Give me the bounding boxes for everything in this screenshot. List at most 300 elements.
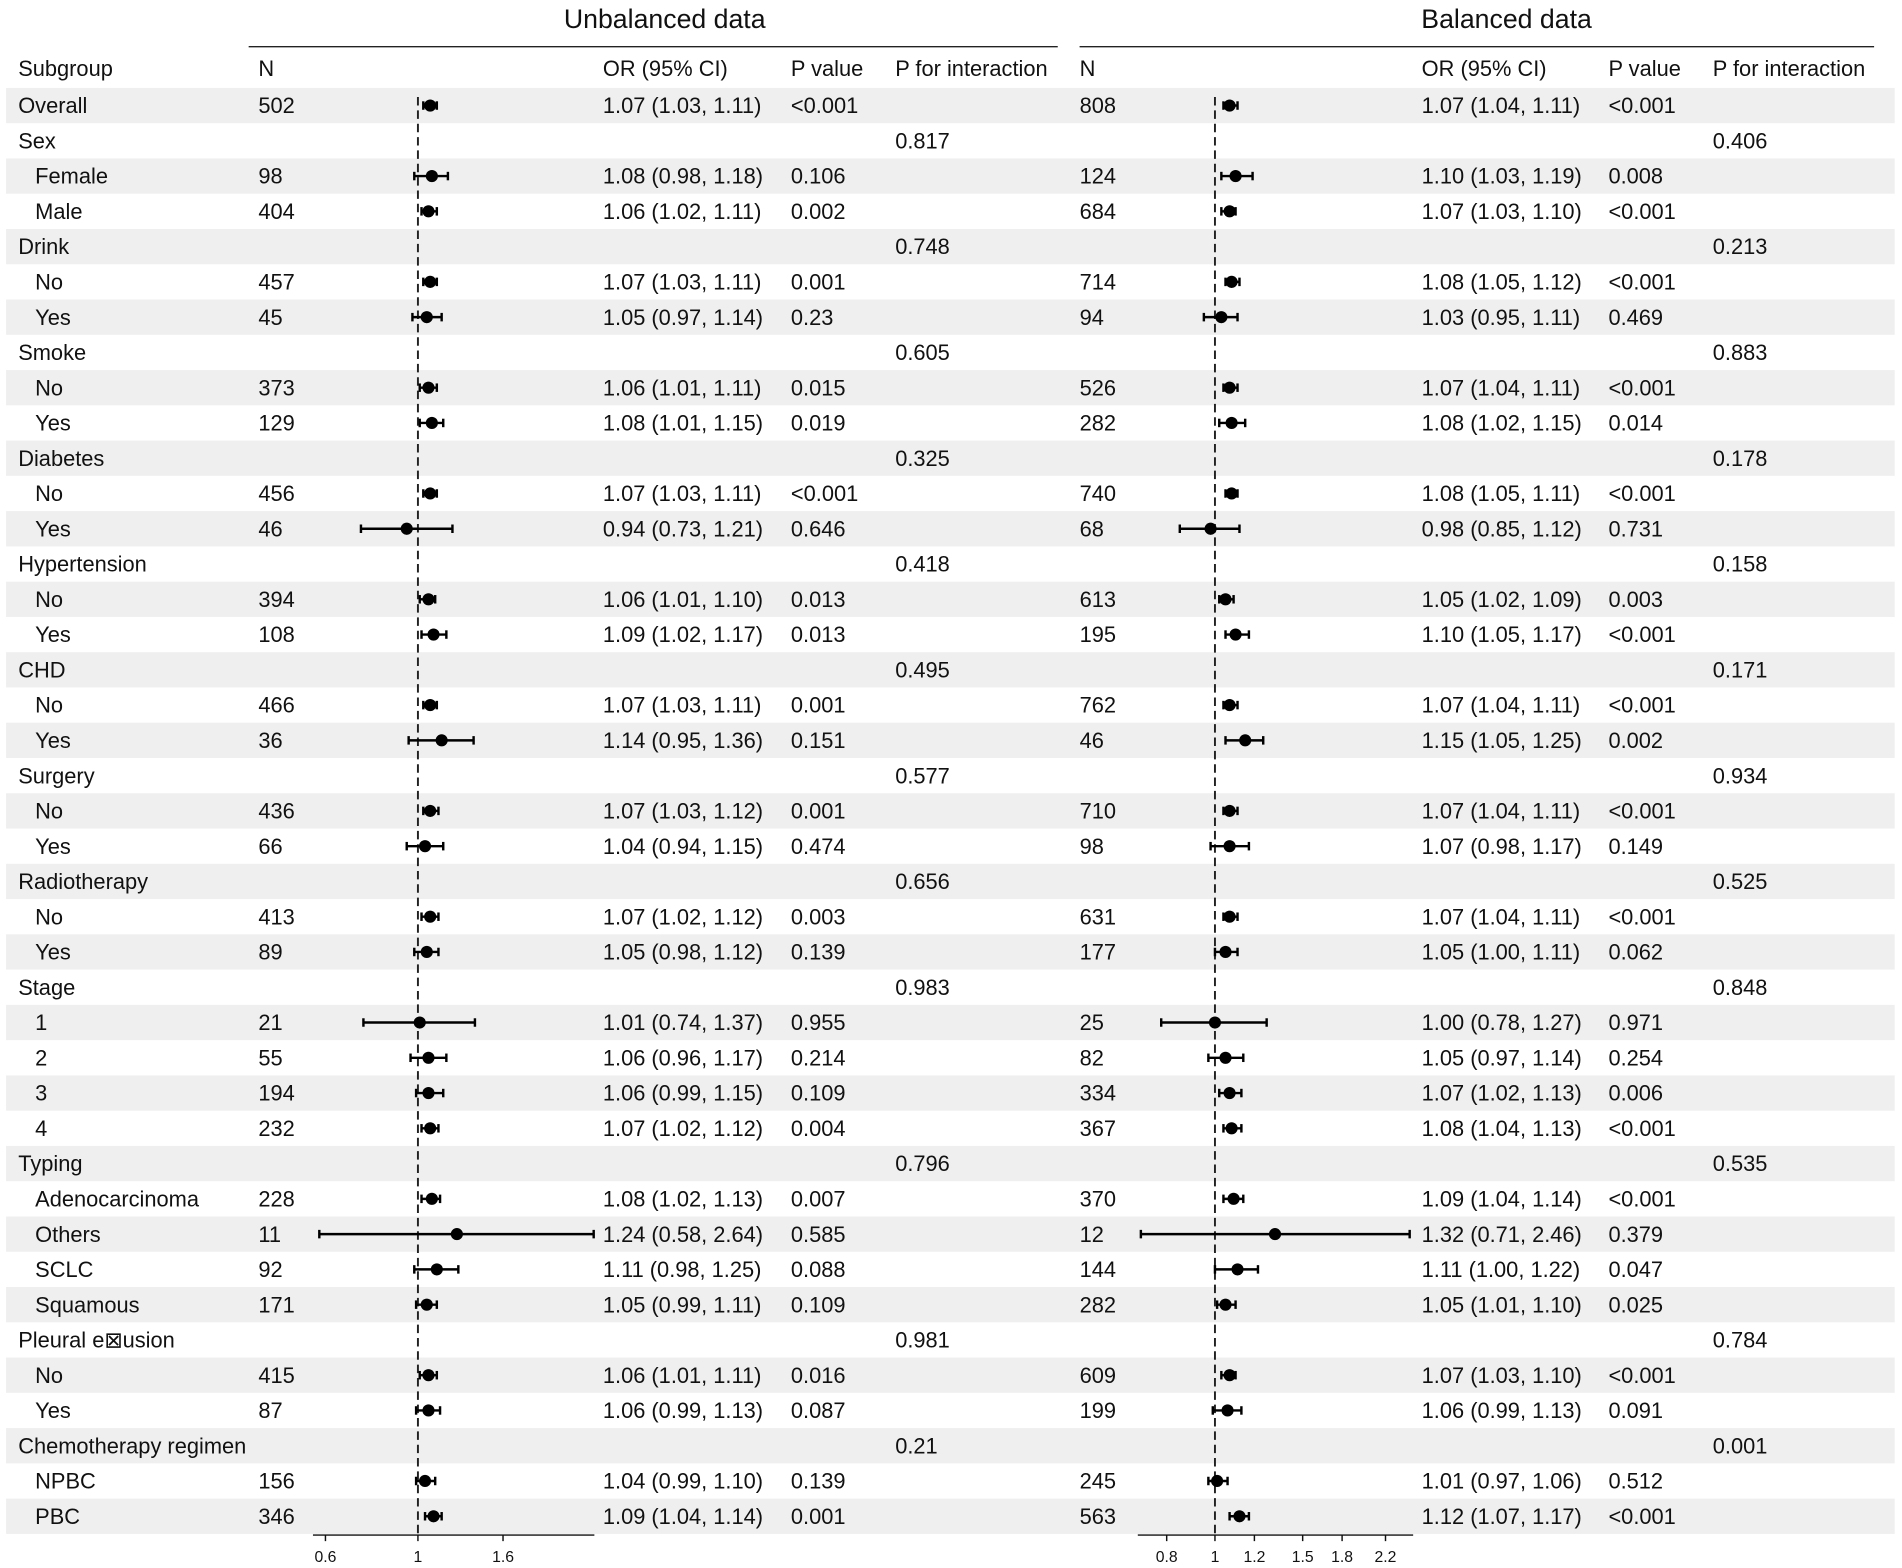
- p-value-cell-balanced: <0.001: [1608, 269, 1676, 295]
- table-row-group: [18, 340, 1767, 365]
- ci-marker-unbalanced: [422, 1122, 439, 1134]
- subgroup-label: Yes: [35, 516, 71, 542]
- p-value-cell-unbalanced: 0.003: [790, 904, 846, 930]
- n-cell-balanced: 82: [1079, 1045, 1104, 1071]
- point-estimate: [1224, 699, 1236, 711]
- x-axis-unbalanced: [313, 1535, 594, 1566]
- point-estimate: [1219, 946, 1231, 958]
- n-cell-unbalanced: 466: [258, 692, 295, 718]
- row-band: [6, 229, 1895, 264]
- n-cell-balanced: 334: [1079, 1080, 1117, 1106]
- p-interaction-cell-unbalanced: 0.605: [895, 340, 950, 366]
- ci-marker-balanced: [1223, 1122, 1241, 1134]
- p-value-cell-balanced: <0.001: [1608, 93, 1676, 119]
- n-cell-balanced: 94: [1079, 304, 1104, 330]
- n-cell-balanced: 199: [1079, 1398, 1117, 1424]
- p-value-cell-balanced: 0.002: [1608, 728, 1664, 754]
- n-cell-unbalanced: 346: [258, 1503, 295, 1529]
- subgroup-label: No: [35, 586, 64, 612]
- column-header-or-ci-balanced: OR (95% CI): [1421, 55, 1547, 81]
- column-header-p-interaction-balanced: P for interaction: [1712, 55, 1866, 81]
- or-ci-cell-unbalanced: 1.06 (0.99, 1.15): [602, 1080, 764, 1106]
- p-interaction-cell-unbalanced: 0.817: [895, 128, 950, 154]
- ci-marker-balanced: [1223, 699, 1237, 711]
- column-header-p-value-unbalanced: P value: [790, 55, 864, 81]
- table-row-subgroup: [35, 622, 1676, 647]
- subgroup-label: Hypertension: [18, 551, 147, 577]
- p-value-cell-unbalanced: 0.109: [790, 1080, 846, 1106]
- subgroup-label: Surgery: [18, 763, 95, 789]
- point-estimate: [419, 840, 431, 852]
- column-header-p-interaction-unbalanced: P for interaction: [895, 55, 1048, 81]
- point-estimate: [424, 99, 436, 111]
- n-cell-balanced: 609: [1079, 1362, 1117, 1388]
- point-estimate: [421, 1299, 433, 1311]
- table-row-group: [18, 93, 1676, 118]
- table-row-subgroup: [35, 1116, 1676, 1141]
- or-ci-cell-balanced: 1.07 (1.04, 1.11): [1421, 93, 1581, 119]
- p-value-cell-balanced: 0.512: [1608, 1468, 1664, 1494]
- subgroup-label: Male: [35, 198, 83, 224]
- p-interaction-cell-balanced: 0.001: [1712, 1433, 1768, 1459]
- or-ci-cell-balanced: 1.07 (1.04, 1.11): [1421, 692, 1581, 718]
- ci-marker-unbalanced: [416, 1404, 440, 1416]
- axis-tick-label: 1: [413, 1548, 423, 1566]
- x-axis-balanced: [1138, 1535, 1413, 1566]
- point-estimate: [1224, 911, 1236, 923]
- point-estimate: [424, 276, 436, 288]
- n-cell-unbalanced: 156: [258, 1468, 295, 1494]
- point-estimate: [1224, 805, 1236, 817]
- subgroup-label: Drink: [18, 234, 70, 260]
- p-value-cell-balanced: <0.001: [1608, 904, 1676, 930]
- p-interaction-cell-balanced: 0.158: [1712, 551, 1768, 577]
- point-estimate: [1239, 734, 1251, 746]
- n-cell-balanced: 282: [1079, 1292, 1117, 1318]
- point-estimate: [1226, 487, 1238, 499]
- table-row-group: [18, 128, 1767, 153]
- p-value-cell-unbalanced: 0.013: [790, 622, 846, 648]
- point-estimate: [1221, 1404, 1233, 1416]
- n-cell-unbalanced: 456: [258, 481, 295, 507]
- or-ci-cell-unbalanced: 1.08 (1.02, 1.13): [602, 1186, 764, 1212]
- p-value-cell-unbalanced: 0.001: [790, 798, 846, 824]
- subgroup-label: No: [35, 375, 64, 401]
- subgroup-label: Overall: [18, 93, 88, 119]
- p-interaction-cell-unbalanced: 0.418: [895, 551, 950, 577]
- point-estimate: [1211, 1475, 1223, 1487]
- or-ci-cell-unbalanced: 1.07 (1.02, 1.12): [602, 904, 764, 930]
- or-ci-cell-balanced: 1.05 (0.97, 1.14): [1421, 1045, 1582, 1071]
- n-cell-balanced: 613: [1079, 586, 1117, 612]
- or-ci-cell-balanced: 1.10 (1.05, 1.17): [1421, 622, 1582, 648]
- p-interaction-cell-unbalanced: 0.21: [895, 1433, 938, 1459]
- p-value-cell-unbalanced: 0.004: [790, 1115, 846, 1141]
- x-axes: [313, 1535, 1413, 1566]
- p-value-cell-unbalanced: 0.001: [790, 269, 846, 295]
- p-value-cell-unbalanced: 0.585: [790, 1221, 846, 1247]
- n-cell-unbalanced: 98: [258, 163, 283, 189]
- n-cell-unbalanced: 92: [258, 1257, 283, 1283]
- or-ci-cell-balanced: 1.10 (1.03, 1.19): [1421, 163, 1582, 189]
- p-value-cell-unbalanced: 0.106: [790, 163, 846, 189]
- n-cell-balanced: 714: [1079, 269, 1117, 295]
- or-ci-cell-unbalanced: 1.07 (1.03, 1.12): [602, 798, 764, 824]
- subgroup-label: 4: [35, 1115, 48, 1141]
- point-estimate: [422, 1404, 434, 1416]
- point-estimate: [431, 1263, 443, 1275]
- subgroup-label: Yes: [35, 939, 71, 965]
- point-estimate: [451, 1228, 463, 1240]
- n-cell-unbalanced: 502: [258, 93, 295, 119]
- subgroup-label: No: [35, 692, 64, 718]
- subgroup-label: 1: [35, 1010, 48, 1036]
- ci-marker-unbalanced: [411, 1052, 447, 1064]
- ci-marker-unbalanced: [423, 487, 437, 499]
- point-estimate: [422, 1369, 434, 1381]
- point-estimate: [419, 1475, 431, 1487]
- p-interaction-cell-balanced: 0.848: [1712, 974, 1768, 1000]
- n-cell-unbalanced: 457: [258, 269, 295, 295]
- row-band: [6, 1146, 1895, 1181]
- subgroup-label: Yes: [35, 1398, 71, 1424]
- or-ci-cell-unbalanced: 1.06 (1.01, 1.11): [602, 1362, 762, 1388]
- or-ci-cell-unbalanced: 1.07 (1.02, 1.12): [602, 1115, 764, 1141]
- column-header-subgroup: Subgroup: [18, 55, 113, 81]
- or-ci-cell-balanced: 1.08 (1.02, 1.15): [1421, 410, 1582, 436]
- n-cell-balanced: 740: [1079, 481, 1117, 507]
- or-ci-cell-balanced: 1.00 (0.78, 1.27): [1421, 1010, 1582, 1036]
- subgroup-label: Squamous: [35, 1292, 140, 1318]
- column-headers: [18, 56, 1865, 81]
- n-cell-unbalanced: 404: [258, 198, 295, 224]
- p-value-cell-unbalanced: 0.002: [790, 198, 846, 224]
- or-ci-cell-balanced: 1.08 (1.04, 1.13): [1421, 1115, 1582, 1141]
- p-interaction-cell-unbalanced: 0.325: [895, 445, 950, 471]
- subgroup-label: CHD: [18, 657, 66, 683]
- subgroup-label: Yes: [35, 622, 71, 648]
- ci-marker-balanced: [1208, 1475, 1227, 1487]
- p-interaction-cell-balanced: 0.406: [1712, 128, 1768, 154]
- or-ci-cell-balanced: 1.15 (1.05, 1.25): [1421, 728, 1582, 754]
- p-value-cell-balanced: 0.006: [1608, 1080, 1664, 1106]
- table-row-group: [18, 1328, 1767, 1353]
- subgroup-label: No: [35, 798, 64, 824]
- p-interaction-cell-balanced: 0.178: [1712, 445, 1768, 471]
- n-cell-unbalanced: 129: [258, 410, 295, 436]
- axis-tick-label: 1.5: [1291, 1548, 1314, 1566]
- point-estimate: [1231, 1263, 1243, 1275]
- subgroup-label: Radiotherapy: [18, 869, 149, 895]
- n-cell-balanced: 762: [1079, 692, 1117, 718]
- point-estimate: [1219, 1052, 1231, 1064]
- point-estimate: [1224, 840, 1236, 852]
- ci-marker-unbalanced: [422, 628, 447, 640]
- n-cell-balanced: 144: [1079, 1257, 1117, 1283]
- subgroup-label: Adenocarcinoma: [35, 1186, 199, 1212]
- point-estimate: [1269, 1228, 1281, 1240]
- table-row-subgroup: [35, 199, 1676, 224]
- ci-marker-balanced: [1215, 1263, 1258, 1275]
- point-estimate: [1230, 170, 1242, 182]
- subgroup-label: Yes: [35, 833, 71, 859]
- row-band: [6, 1428, 1895, 1463]
- n-cell-unbalanced: 228: [258, 1186, 295, 1212]
- ci-marker-balanced: [1221, 205, 1235, 217]
- p-value-cell-unbalanced: 0.019: [790, 410, 846, 436]
- p-value-cell-unbalanced: 0.646: [790, 516, 846, 542]
- n-cell-balanced: 808: [1079, 93, 1117, 119]
- p-interaction-cell-unbalanced: 0.656: [895, 869, 950, 895]
- p-value-cell-balanced: <0.001: [1608, 1503, 1676, 1529]
- or-ci-cell-unbalanced: 1.07 (1.03, 1.11): [602, 692, 762, 718]
- or-ci-cell-balanced: 1.05 (1.02, 1.09): [1421, 586, 1582, 612]
- row-band: [6, 864, 1895, 899]
- ci-marker-balanced: [1226, 276, 1240, 288]
- subgroup-label: Stage: [18, 974, 76, 1000]
- n-cell-balanced: 367: [1079, 1115, 1117, 1141]
- p-interaction-cell-unbalanced: 0.796: [895, 1151, 950, 1177]
- panel-title-unbalanced: Unbalanced data: [563, 3, 766, 34]
- subgroup-label: Yes: [35, 304, 71, 330]
- p-value-cell-balanced: 0.149: [1608, 833, 1664, 859]
- axis-tick-label: 0.6: [314, 1548, 337, 1566]
- axis-tick-label: 2.2: [1374, 1548, 1397, 1566]
- axis-tick-label: 1.8: [1331, 1548, 1354, 1566]
- or-ci-cell-balanced: 1.07 (0.98, 1.17): [1421, 833, 1582, 859]
- n-cell-unbalanced: 232: [258, 1115, 295, 1141]
- p-value-cell-balanced: <0.001: [1608, 375, 1676, 401]
- p-value-cell-unbalanced: 0.474: [790, 833, 846, 859]
- p-value-cell-unbalanced: 0.001: [790, 692, 846, 718]
- p-value-cell-balanced: 0.003: [1608, 586, 1664, 612]
- point-estimate: [426, 170, 438, 182]
- or-ci-cell-balanced: 1.32 (0.71, 2.46): [1421, 1221, 1582, 1247]
- table-row-subgroup: [35, 1045, 1663, 1070]
- table-row-subgroup: [35, 693, 1676, 718]
- point-estimate: [427, 628, 439, 640]
- or-ci-cell-unbalanced: 1.24 (0.58, 2.64): [602, 1221, 764, 1247]
- table-row-subgroup: [35, 270, 1676, 295]
- ci-marker-unbalanced: [420, 417, 444, 429]
- table-row-subgroup: [35, 481, 1676, 506]
- p-value-cell-unbalanced: <0.001: [790, 481, 859, 507]
- point-estimate: [1226, 417, 1238, 429]
- n-cell-balanced: 124: [1079, 163, 1117, 189]
- subgroup-label: Smoke: [18, 340, 87, 366]
- p-value-cell-balanced: <0.001: [1608, 198, 1676, 224]
- point-estimate: [1224, 205, 1236, 217]
- p-value-cell-balanced: 0.047: [1608, 1257, 1664, 1283]
- subgroup-label: No: [35, 1362, 64, 1388]
- point-estimate: [1226, 1122, 1238, 1134]
- n-cell-unbalanced: 194: [258, 1080, 295, 1106]
- n-cell-balanced: 98: [1079, 833, 1104, 859]
- p-value-cell-unbalanced: 0.109: [790, 1292, 846, 1318]
- n-cell-balanced: 631: [1079, 904, 1117, 930]
- p-value-cell-unbalanced: 0.087: [790, 1398, 846, 1424]
- subgroup-label: SCLC: [35, 1257, 94, 1283]
- or-ci-cell-unbalanced: 1.05 (0.97, 1.14): [602, 304, 764, 330]
- n-cell-unbalanced: 413: [258, 904, 295, 930]
- p-value-cell-balanced: 0.971: [1608, 1010, 1664, 1036]
- ci-marker-balanced: [1219, 417, 1245, 429]
- or-ci-cell-unbalanced: 1.08 (1.01, 1.15): [602, 410, 764, 436]
- point-estimate: [422, 1087, 434, 1099]
- table-row-subgroup: [35, 411, 1663, 436]
- panel-title-balanced: Balanced data: [1421, 3, 1592, 34]
- axis-tick-label: 1.2: [1243, 1548, 1266, 1566]
- n-cell-unbalanced: 36: [258, 728, 283, 754]
- or-ci-cell-unbalanced: 1.06 (0.96, 1.17): [602, 1045, 764, 1071]
- point-estimate: [424, 911, 436, 923]
- n-cell-unbalanced: 45: [258, 304, 283, 330]
- or-ci-cell-balanced: 1.03 (0.95, 1.11): [1421, 304, 1581, 330]
- n-cell-balanced: 195: [1079, 622, 1117, 648]
- or-ci-cell-balanced: 1.05 (1.01, 1.10): [1421, 1292, 1582, 1318]
- subgroup-label: Diabetes: [18, 445, 105, 471]
- column-header-n-balanced: N: [1079, 55, 1096, 81]
- subgroup-label: PBC: [35, 1503, 81, 1529]
- n-cell-unbalanced: 11: [258, 1221, 282, 1247]
- n-cell-unbalanced: 89: [258, 939, 283, 965]
- subgroup-label: NPBC: [35, 1468, 96, 1494]
- point-estimate: [1230, 628, 1242, 640]
- p-value-cell-unbalanced: 0.088: [790, 1257, 846, 1283]
- n-cell-unbalanced: 87: [258, 1398, 283, 1424]
- column-header-p-value-balanced: P value: [1608, 55, 1681, 81]
- or-ci-cell-balanced: 1.06 (0.99, 1.13): [1421, 1398, 1582, 1424]
- p-value-cell-unbalanced: 0.139: [790, 939, 846, 965]
- ci-marker-balanced: [1223, 911, 1237, 923]
- ci-marker-unbalanced: [423, 276, 437, 288]
- point-estimate: [1224, 1369, 1236, 1381]
- ci-marker-balanced: [1211, 840, 1249, 852]
- p-interaction-cell-balanced: 0.934: [1712, 763, 1768, 789]
- n-cell-balanced: 177: [1079, 939, 1117, 965]
- n-cell-unbalanced: 171: [258, 1292, 295, 1318]
- or-ci-cell-unbalanced: 1.06 (0.99, 1.13): [602, 1398, 764, 1424]
- ci-marker-unbalanced: [422, 1193, 441, 1205]
- column-header-or-ci-unbalanced: OR (95% CI): [602, 55, 728, 81]
- p-value-cell-unbalanced: 0.013: [790, 586, 846, 612]
- or-ci-cell-balanced: 1.01 (0.97, 1.06): [1421, 1468, 1582, 1494]
- subgroup-label: Typing: [18, 1151, 83, 1177]
- or-ci-cell-unbalanced: 1.08 (0.98, 1.18): [602, 163, 764, 189]
- axis-tick-label: 1.6: [492, 1548, 514, 1566]
- point-estimate: [1224, 382, 1236, 394]
- subgroup-label: 3: [35, 1080, 48, 1106]
- point-estimate: [422, 1052, 434, 1064]
- point-estimate: [401, 523, 413, 535]
- n-cell-balanced: 245: [1079, 1468, 1117, 1494]
- table-row-group: [18, 763, 1767, 788]
- p-value-cell-balanced: <0.001: [1608, 1115, 1676, 1141]
- or-ci-cell-unbalanced: 1.07 (1.03, 1.11): [602, 481, 762, 507]
- subgroup-label: 2: [35, 1045, 48, 1071]
- p-value-cell-balanced: 0.025: [1608, 1292, 1664, 1318]
- subgroup-label: Sex: [18, 128, 56, 154]
- p-interaction-cell-balanced: 0.535: [1712, 1151, 1768, 1177]
- n-cell-balanced: 25: [1079, 1010, 1104, 1036]
- n-cell-balanced: 370: [1079, 1186, 1117, 1212]
- subgroup-label: Others: [35, 1221, 101, 1247]
- p-value-cell-balanced: <0.001: [1608, 481, 1676, 507]
- or-ci-cell-unbalanced: 1.06 (1.01, 1.11): [602, 375, 762, 401]
- or-ci-cell-balanced: 1.07 (1.04, 1.11): [1421, 904, 1581, 930]
- or-ci-cell-unbalanced: 1.06 (1.02, 1.11): [602, 198, 762, 224]
- point-estimate: [424, 805, 436, 817]
- p-value-cell-balanced: 0.469: [1608, 304, 1664, 330]
- n-cell-unbalanced: 108: [258, 622, 295, 648]
- table-row-group: [18, 552, 1767, 577]
- ci-marker-unbalanced: [414, 1263, 458, 1275]
- n-cell-balanced: 46: [1079, 728, 1104, 754]
- or-ci-cell-balanced: 1.07 (1.02, 1.13): [1421, 1080, 1582, 1106]
- p-value-cell-balanced: 0.014: [1608, 410, 1664, 436]
- n-cell-balanced: 710: [1079, 798, 1117, 824]
- point-estimate: [1219, 593, 1231, 605]
- or-ci-cell-unbalanced: 1.07 (1.03, 1.11): [602, 93, 762, 119]
- subgroup-label: No: [35, 269, 64, 295]
- ci-marker-balanced: [1208, 1052, 1243, 1064]
- ci-marker-unbalanced: [416, 1475, 435, 1487]
- point-estimate: [1224, 99, 1236, 111]
- or-ci-cell-balanced: 1.07 (1.04, 1.11): [1421, 798, 1581, 824]
- p-interaction-cell-balanced: 0.784: [1712, 1327, 1768, 1353]
- p-value-cell-unbalanced: 0.016: [790, 1362, 846, 1388]
- point-estimate: [424, 487, 436, 499]
- ci-marker-unbalanced: [422, 205, 437, 217]
- p-value-cell-unbalanced: 0.139: [790, 1468, 846, 1494]
- point-estimate: [1233, 1510, 1245, 1522]
- p-value-cell-balanced: 0.731: [1608, 516, 1664, 542]
- axis-tick-label: 0.8: [1155, 1548, 1178, 1566]
- or-ci-cell-balanced: 1.12 (1.07, 1.17): [1421, 1503, 1582, 1529]
- or-ci-cell-balanced: 1.11 (1.00, 1.22): [1421, 1257, 1581, 1283]
- p-value-cell-balanced: 0.091: [1608, 1398, 1664, 1424]
- row-band: [6, 652, 1895, 687]
- p-value-cell-unbalanced: 0.007: [790, 1186, 846, 1212]
- p-value-cell-balanced: 0.062: [1608, 939, 1664, 965]
- n-cell-unbalanced: 55: [258, 1045, 283, 1071]
- point-estimate: [422, 205, 434, 217]
- or-ci-cell-unbalanced: 0.94 (0.73, 1.21): [602, 516, 764, 542]
- or-ci-cell-unbalanced: 1.09 (1.02, 1.17): [602, 622, 764, 648]
- subgroup-label: Yes: [35, 728, 71, 754]
- n-cell-unbalanced: 66: [258, 833, 283, 859]
- table-row-subgroup: [35, 834, 1663, 859]
- table-row-subgroup: [35, 1186, 1676, 1211]
- n-cell-balanced: 563: [1079, 1503, 1117, 1529]
- p-value-cell-unbalanced: 0.151: [790, 728, 846, 754]
- p-interaction-cell-unbalanced: 0.748: [895, 234, 950, 260]
- or-ci-cell-balanced: 1.07 (1.03, 1.10): [1421, 198, 1582, 224]
- p-interaction-cell-balanced: 0.213: [1712, 234, 1768, 260]
- point-estimate: [427, 1510, 439, 1522]
- n-cell-unbalanced: 373: [258, 375, 295, 401]
- point-estimate: [1219, 1299, 1231, 1311]
- point-estimate: [1205, 523, 1217, 535]
- p-value-cell-balanced: <0.001: [1608, 798, 1676, 824]
- or-ci-cell-unbalanced: 1.04 (0.99, 1.10): [602, 1468, 764, 1494]
- point-estimate: [426, 1193, 438, 1205]
- or-ci-cell-balanced: 1.07 (1.04, 1.11): [1421, 375, 1581, 401]
- or-ci-cell-balanced: 0.98 (0.85, 1.12): [1421, 516, 1582, 542]
- subgroup-label: No: [35, 904, 64, 930]
- n-cell-unbalanced: 394: [258, 586, 295, 612]
- point-estimate: [421, 311, 433, 323]
